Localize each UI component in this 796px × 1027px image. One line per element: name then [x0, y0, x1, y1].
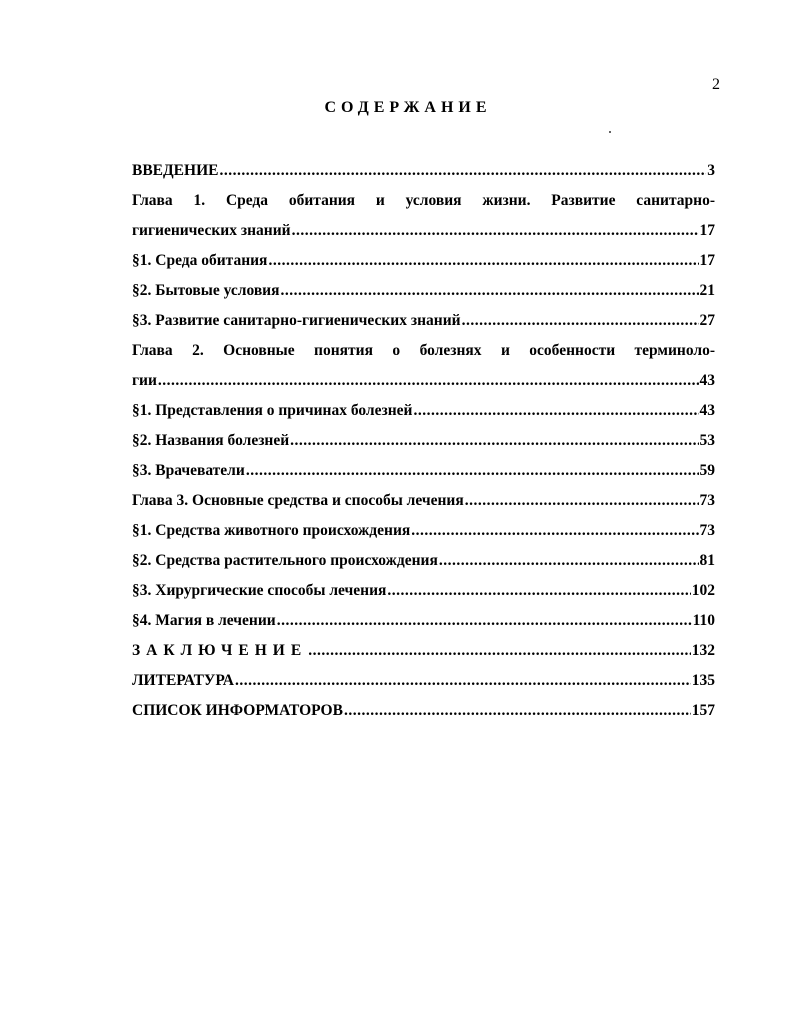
toc-entry-ch1-s2[interactable] — [132, 276, 715, 306]
toc-leader-dots — [219, 156, 706, 186]
toc-entry-title: гигиенических знаний — [132, 222, 291, 239]
toc-entry-title: §2. Названия болезней — [132, 432, 290, 449]
toc-leader-dots — [158, 366, 699, 396]
toc-leader-dots — [462, 306, 699, 336]
toc-leader-dots — [292, 216, 699, 246]
toc-leader-dots — [235, 666, 691, 696]
toc-entry-page: 43 — [699, 372, 715, 389]
toc-entry-page: 110 — [692, 612, 715, 629]
toc-entry-title: §1. Представления о причинах болезней — [132, 402, 413, 419]
toc-entry-page: 132 — [691, 642, 715, 659]
toc-entry-page: 73 — [699, 522, 715, 539]
toc-leader-dots — [268, 246, 698, 276]
toc-entry-ch2-s3[interactable] — [132, 456, 715, 486]
toc-entry-ch1-s3[interactable] — [132, 306, 715, 336]
toc-entry-title: §1. Среда обитания — [132, 252, 268, 269]
page-number: 2 — [712, 76, 720, 93]
toc-leader-dots — [290, 426, 698, 456]
toc-entry-title: ЗАКЛЮЧЕНИЕ — [132, 642, 308, 659]
toc-entry-title: §3. Хирургические способы лечения — [132, 582, 387, 599]
toc-entry-ch1-s1[interactable] — [132, 246, 715, 276]
toc-entry-title: §1. Средства животного происхождения — [132, 522, 411, 539]
toc-entry-ch3-s3[interactable] — [132, 576, 715, 606]
toc-entry-title: СПИСОК ИНФОРМАТОРОВ — [132, 702, 343, 719]
toc-entry-title: §3. Врачеватели — [132, 462, 245, 479]
toc-entry-page: 81 — [699, 552, 715, 569]
toc-leader-dots — [308, 636, 691, 666]
toc-leader-dots — [281, 276, 699, 306]
toc-entry-ch2-s1[interactable] — [132, 396, 715, 426]
toc-entry-page: 17 — [699, 252, 715, 269]
toc-entry-page: 157 — [691, 702, 715, 719]
toc-entry-page: 43 — [699, 402, 715, 419]
page-title: СОДЕРЖАНИЕ — [324, 99, 492, 116]
toc-entry-chapter3[interactable] — [132, 486, 715, 516]
toc-leader-dots — [439, 546, 699, 576]
toc-leader-dots — [344, 696, 691, 726]
toc-entry-title: гии — [132, 372, 157, 389]
toc-entry-chapter2-line1[interactable]: Глава 2. Основные понятия о болезнях и особенности терминоло- — [132, 342, 715, 359]
toc-entry-title: §4. Магия в лечении — [132, 612, 276, 629]
toc-entry-page: 27 — [699, 312, 715, 329]
toc-entry-page: 17 — [699, 222, 715, 239]
toc-entry-title: §2. Средства растительного происхождения — [132, 552, 438, 569]
toc-entry-conclusion[interactable] — [132, 636, 715, 666]
table-of-contents — [132, 156, 715, 726]
toc-entry-page: 73 — [699, 492, 715, 509]
toc-entry-intro[interactable] — [132, 156, 715, 186]
toc-leader-dots — [387, 576, 690, 606]
toc-leader-dots — [277, 606, 692, 636]
toc-leader-dots — [246, 456, 699, 486]
toc-entry-ch3-s2[interactable] — [132, 546, 715, 576]
toc-entry-page: 53 — [699, 432, 715, 449]
toc-entry-ch3-s4[interactable] — [132, 606, 715, 636]
toc-entry-title: ВВЕДЕНИЕ — [132, 162, 219, 179]
toc-entry-title: §2. Бытовые условия — [132, 282, 280, 299]
toc-entry-literature[interactable] — [132, 666, 715, 696]
toc-entry-page: 59 — [699, 462, 715, 479]
toc-leader-dots — [411, 516, 698, 546]
toc-entry-page: 135 — [691, 672, 715, 689]
toc-leader-dots — [413, 396, 698, 426]
toc-entry-chapter1-line1[interactable]: Глава 1. Среда обитания и условия жизни. Развитие санитарно- — [132, 192, 715, 209]
toc-entry-page: 21 — [699, 282, 715, 299]
toc-entry-chapter1[interactable] — [132, 216, 715, 246]
toc-entry-title: Глава 3. Основные средства и способы лечения — [132, 492, 464, 509]
toc-leader-dots — [465, 486, 699, 516]
toc-entry-ch3-s1[interactable] — [132, 516, 715, 546]
toc-entry-page: 102 — [691, 582, 715, 599]
toc-entry-page: 3 — [707, 162, 715, 179]
toc-entry-title: §3. Развитие санитарно-гигиенических знаний — [132, 312, 461, 329]
toc-entry-chapter2[interactable] — [132, 366, 715, 396]
scan-speck — [609, 131, 611, 133]
toc-entry-ch2-s2[interactable] — [132, 426, 715, 456]
toc-entry-informants[interactable] — [132, 696, 715, 726]
toc-entry-title: ЛИТЕРАТУРА — [132, 672, 234, 689]
